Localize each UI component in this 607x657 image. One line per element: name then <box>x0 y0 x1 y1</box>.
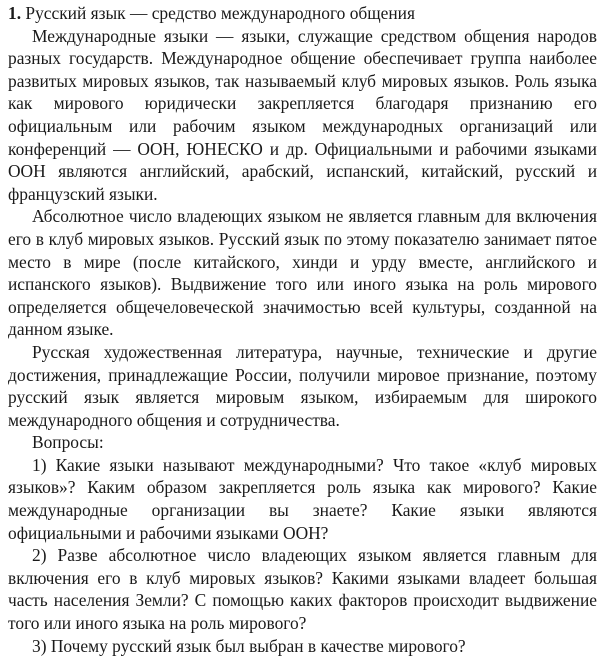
section-title-text: Русский язык — средство международного общения <box>25 3 415 23</box>
section-title <box>8 2 597 25</box>
paragraph-russian-world-language: Русская художественная литература, научные, технические и другие достижения, принадлежащие России, получили мировое признание, поэтому русский язык является мировым языком, избираемым для широкого международного общения и сотрудничества. <box>8 341 597 430</box>
paragraph-international-languages: Международные языки — языки, служащие средством общения народов разных государств. Международное общение обеспечивает группа наиболее развитых мировых языков, так называемый клуб мировых языков. Роль языка как мирового юридически закрепляется благодаря признанию его официальным или рабочим языком международных организаций или конференций — ООН, ЮНЕСКО и др. Официальными и рабочими языками ООН являются английский, арабский, испанский, китайский, русский и французский языки. <box>8 25 597 204</box>
paragraph-speaker-count: Абсолютное число владеющих языком не является главным для включения его в клуб мировых языков. Русский язык по этому показателю занимает пятое место в мире (после китайского, хинди и урду вместе, английского и испанского языков). Выдвижение того или иного языка на роль мирового определяется общечеловеческой значимостью всей культуры, созданной на данном языке. <box>8 206 597 340</box>
question-item-1: 1) Какие языки называют международными? Что такое «клуб мировых языков»? Каким образом закрепляется роль языка как мирового? Какие международные организации вы знаете? Какие языки являются официальными и рабочими языками ООН? <box>8 454 597 543</box>
question-item-3: 3) Почему русский язык был выбран в качестве мирового? <box>32 635 466 656</box>
section-number: 1. <box>8 3 22 23</box>
questions-heading: Вопросы: <box>32 432 104 453</box>
question-item-2: 2) Разве абсолютное число владеющих языком является главным для включения его в клуб мировых языков? Какими языками владеет большая часть населения Земли? С помощью каких факторов происходит выдвижение того или иного языка на роль мирового? <box>8 545 597 634</box>
